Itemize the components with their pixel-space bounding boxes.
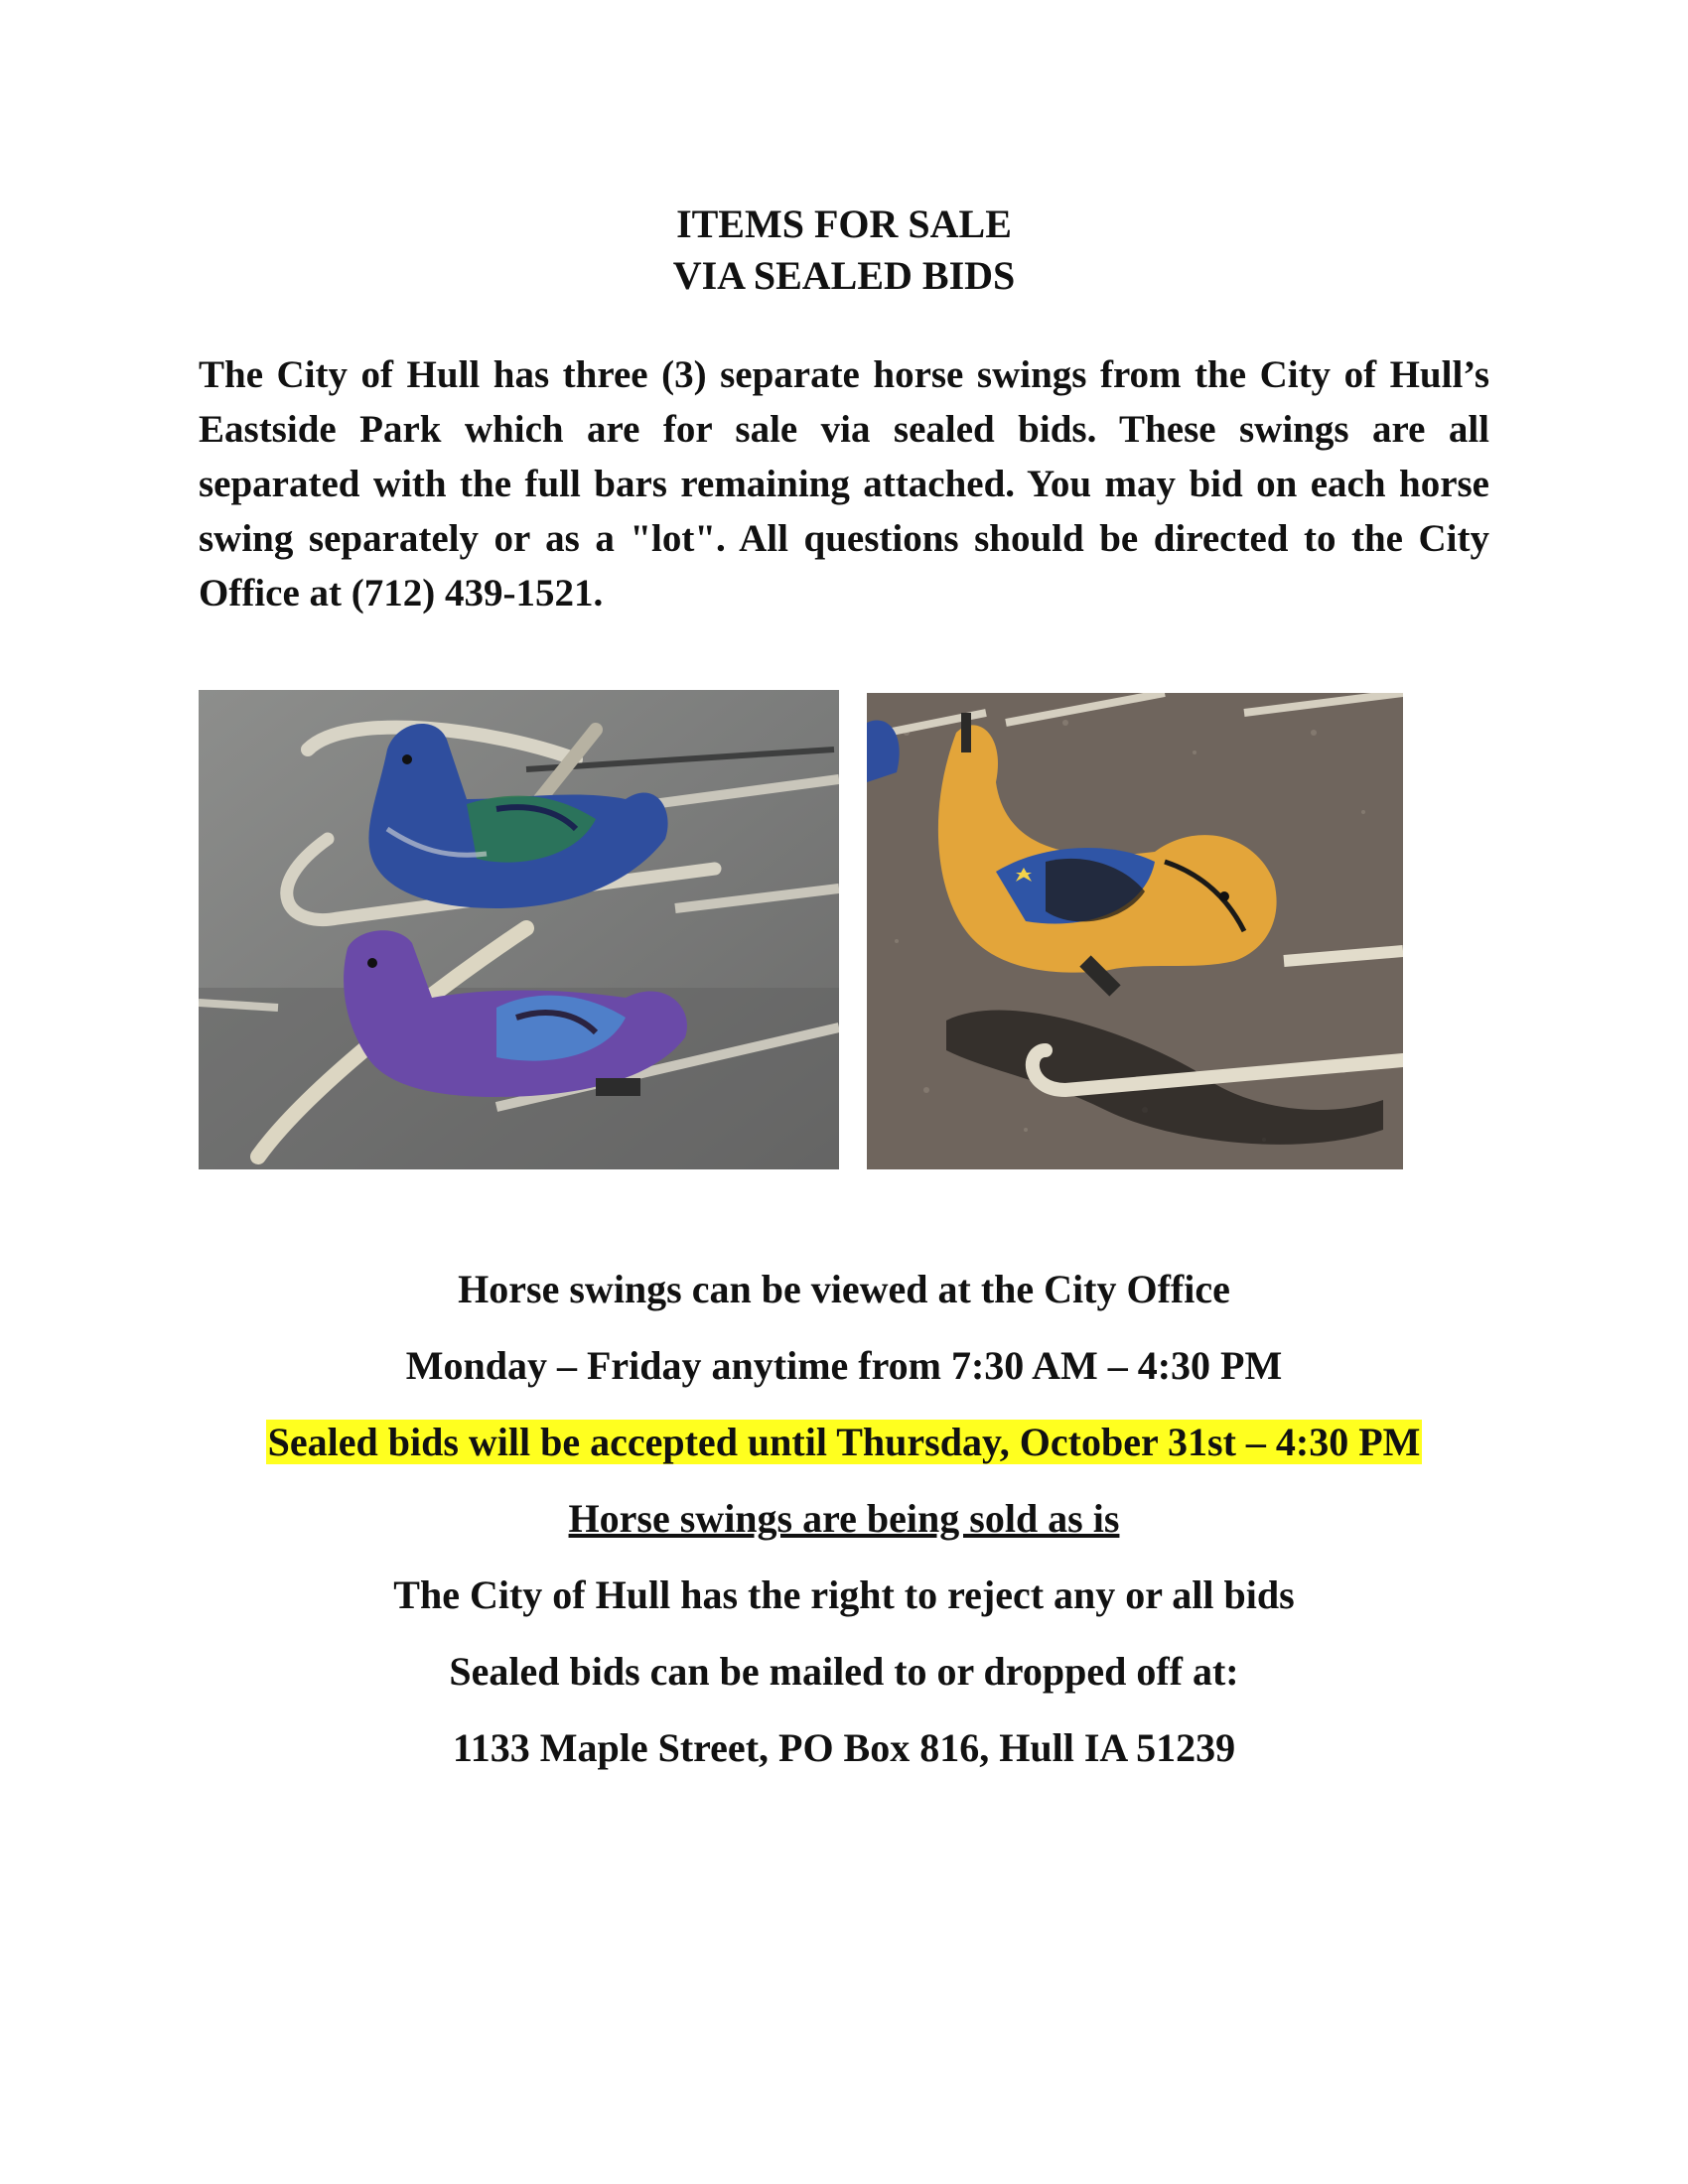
as-is-notice	[0, 1490, 1688, 1567]
title-line-1: ITEMS FOR SALE	[676, 202, 1012, 246]
horse-swing-yellow-photo-icon	[867, 693, 1403, 1169]
horse-swings-blue-purple-photo	[199, 690, 839, 1169]
horse-swing-yellow-photo	[867, 693, 1403, 1169]
bid-deadline	[0, 1414, 1688, 1490]
details-section	[0, 1261, 1688, 1796]
office-hours	[0, 1337, 1688, 1414]
mail-text: Sealed bids can be mailed to or dropped off at:	[449, 1649, 1239, 1694]
reject-notice	[0, 1567, 1688, 1643]
as-is-text: Horse swings are being sold as is	[568, 1496, 1120, 1541]
mailing-address	[0, 1719, 1688, 1796]
hours-text: Monday – Friday anytime from 7:30 AM – 4:30 PM	[405, 1343, 1283, 1388]
viewing-info	[0, 1261, 1688, 1337]
intro-paragraph: The City of Hull has three (3) separate horse swings from the City of Hull’s Eastside Park which are for sale via sealed bids. These swings are all separated with the full bars remaining attached. You may bid on each horse swing separately or as a "lot". All questions should be directed to the City Office at (712) 439-1521.	[199, 353, 1489, 614]
mail-instructions	[0, 1643, 1688, 1719]
address-text: 1133 Maple Street, PO Box 816, Hull IA 51239	[452, 1725, 1236, 1770]
reject-text: The City of Hull has the right to reject any or all bids	[393, 1572, 1295, 1617]
title-line-2: VIA SEALED BIDS	[672, 253, 1016, 298]
page-title	[0, 199, 1688, 302]
deadline-highlight: Sealed bids will be accepted until Thursday, October 31st – 4:30 PM	[267, 1420, 1421, 1464]
horse-swings-blue-purple-photo-icon	[199, 690, 839, 1169]
viewing-text: Horse swings can be viewed at the City Office	[458, 1267, 1230, 1311]
